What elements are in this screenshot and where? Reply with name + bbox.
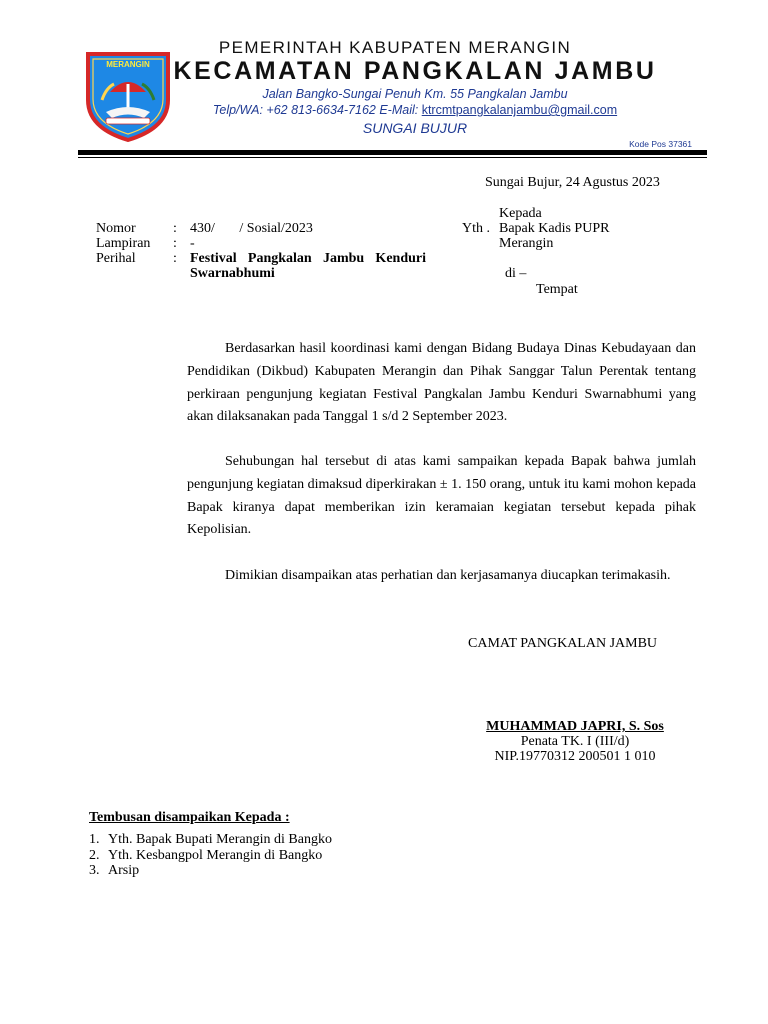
recipient-name: Bapak Kadis PUPR xyxy=(499,221,610,236)
signer-nip: NIP.19770312 200501 1 010 xyxy=(494,749,656,764)
nomor-colon: : xyxy=(173,221,177,236)
nomor-label: Nomor xyxy=(96,221,136,236)
recipient-kepada: Kepada xyxy=(499,206,542,221)
contact-phone: Telp/WA: +62 813-6634-7162 E-Mail: xyxy=(212,103,422,117)
office-city: SUNGAI BUJUR xyxy=(362,120,468,136)
office-name: KECAMATAN PANGKALAN JAMBU xyxy=(173,57,657,85)
list-item xyxy=(89,832,332,848)
cc-heading: Tembusan disampaikan Kepada : xyxy=(89,810,290,825)
office-address: Jalan Bangko-Sungai Penuh Km. 55 Pangkalan Jambu xyxy=(262,87,568,101)
recipient-di: di – xyxy=(505,266,527,281)
email-link[interactable]: ktrcmtpangkalanjambu@gmail.com xyxy=(421,103,618,117)
recipient-yth: Yth . xyxy=(462,221,490,236)
letterhead-divider-thick xyxy=(78,150,707,155)
body-paragraph-1: Berdasarkan hasil koordinasi kami dengan Bidang Budaya Dinas Kebudayaan dan Pendidikan (Dikbud) Kabupaten Merangin dan Pihak Sanggar Talun Perentak tentang perkiraan pengunjung kegiatan Festival Pangkalan Jambu Kenduri Swarnabhumi yang akan dilaksanakan pada Tanggal 1 s/d 2 September 2023. xyxy=(187,341,696,425)
body-paragraph-2: Sehubungan hal tersebut di atas kami sampaikan kepada Bapak bahwa jumlah pengunjung kegiatan dimaksud diperkirakan ± 1. 150 orang, untuk itu kami mohon kepada Bapak kiranya dapat memberikan izin keramaian kegiatan tersebut kepada pihak Kepolisian. xyxy=(187,454,696,538)
list-item-number: 3. xyxy=(89,863,100,878)
cc-list xyxy=(89,832,332,879)
body-paragraph-3: Dimikian disampaikan atas perhatian dan kerjasamanya diucapkan terimakasih. xyxy=(225,568,671,583)
perihal-label: Perihal xyxy=(96,251,136,266)
merangin-regency-emblem-icon xyxy=(84,48,172,142)
signer-name: MUHAMMAD JAPRI, S. Sos xyxy=(486,719,664,734)
perihal-colon: : xyxy=(173,251,177,266)
lampiran-colon: : xyxy=(173,236,177,251)
emblem-text: MERANGIN xyxy=(106,60,150,69)
list-item xyxy=(89,863,332,879)
lampiran-value: - xyxy=(190,236,195,251)
lampiran-label: Lampiran xyxy=(96,236,151,251)
recipient-tempat: Tempat xyxy=(536,282,578,297)
office-contact xyxy=(160,103,670,117)
signer-title: CAMAT PANGKALAN JAMBU xyxy=(468,636,658,651)
recipient-location: Merangin xyxy=(499,236,554,251)
list-item-number: 1. xyxy=(89,832,100,847)
postal-code: Kode Pos 37361 xyxy=(629,139,692,149)
list-item xyxy=(89,848,332,864)
letter-date: Sungai Bujur, 24 Agustus 2023 xyxy=(485,175,660,190)
nomor-value: 430/ / Sosial/2023 xyxy=(190,221,313,236)
government-name: PEMERINTAH KABUPATEN MERANGIN xyxy=(218,38,572,57)
list-item-number: 2. xyxy=(89,847,100,863)
list-item-text: Yth. Bapak Bupati Merangin di Bangko xyxy=(108,832,332,847)
signer-rank: Penata TK. I (III/d) xyxy=(520,734,630,749)
list-item-text: Arsip xyxy=(108,863,140,878)
letterhead-divider-thin xyxy=(78,157,707,158)
perihal-value: Festival Pangkalan Jambu Kenduri Swarnabhumi xyxy=(190,251,426,281)
list-item-text: Yth. Kesbangpol Merangin di Bangko xyxy=(108,847,323,863)
